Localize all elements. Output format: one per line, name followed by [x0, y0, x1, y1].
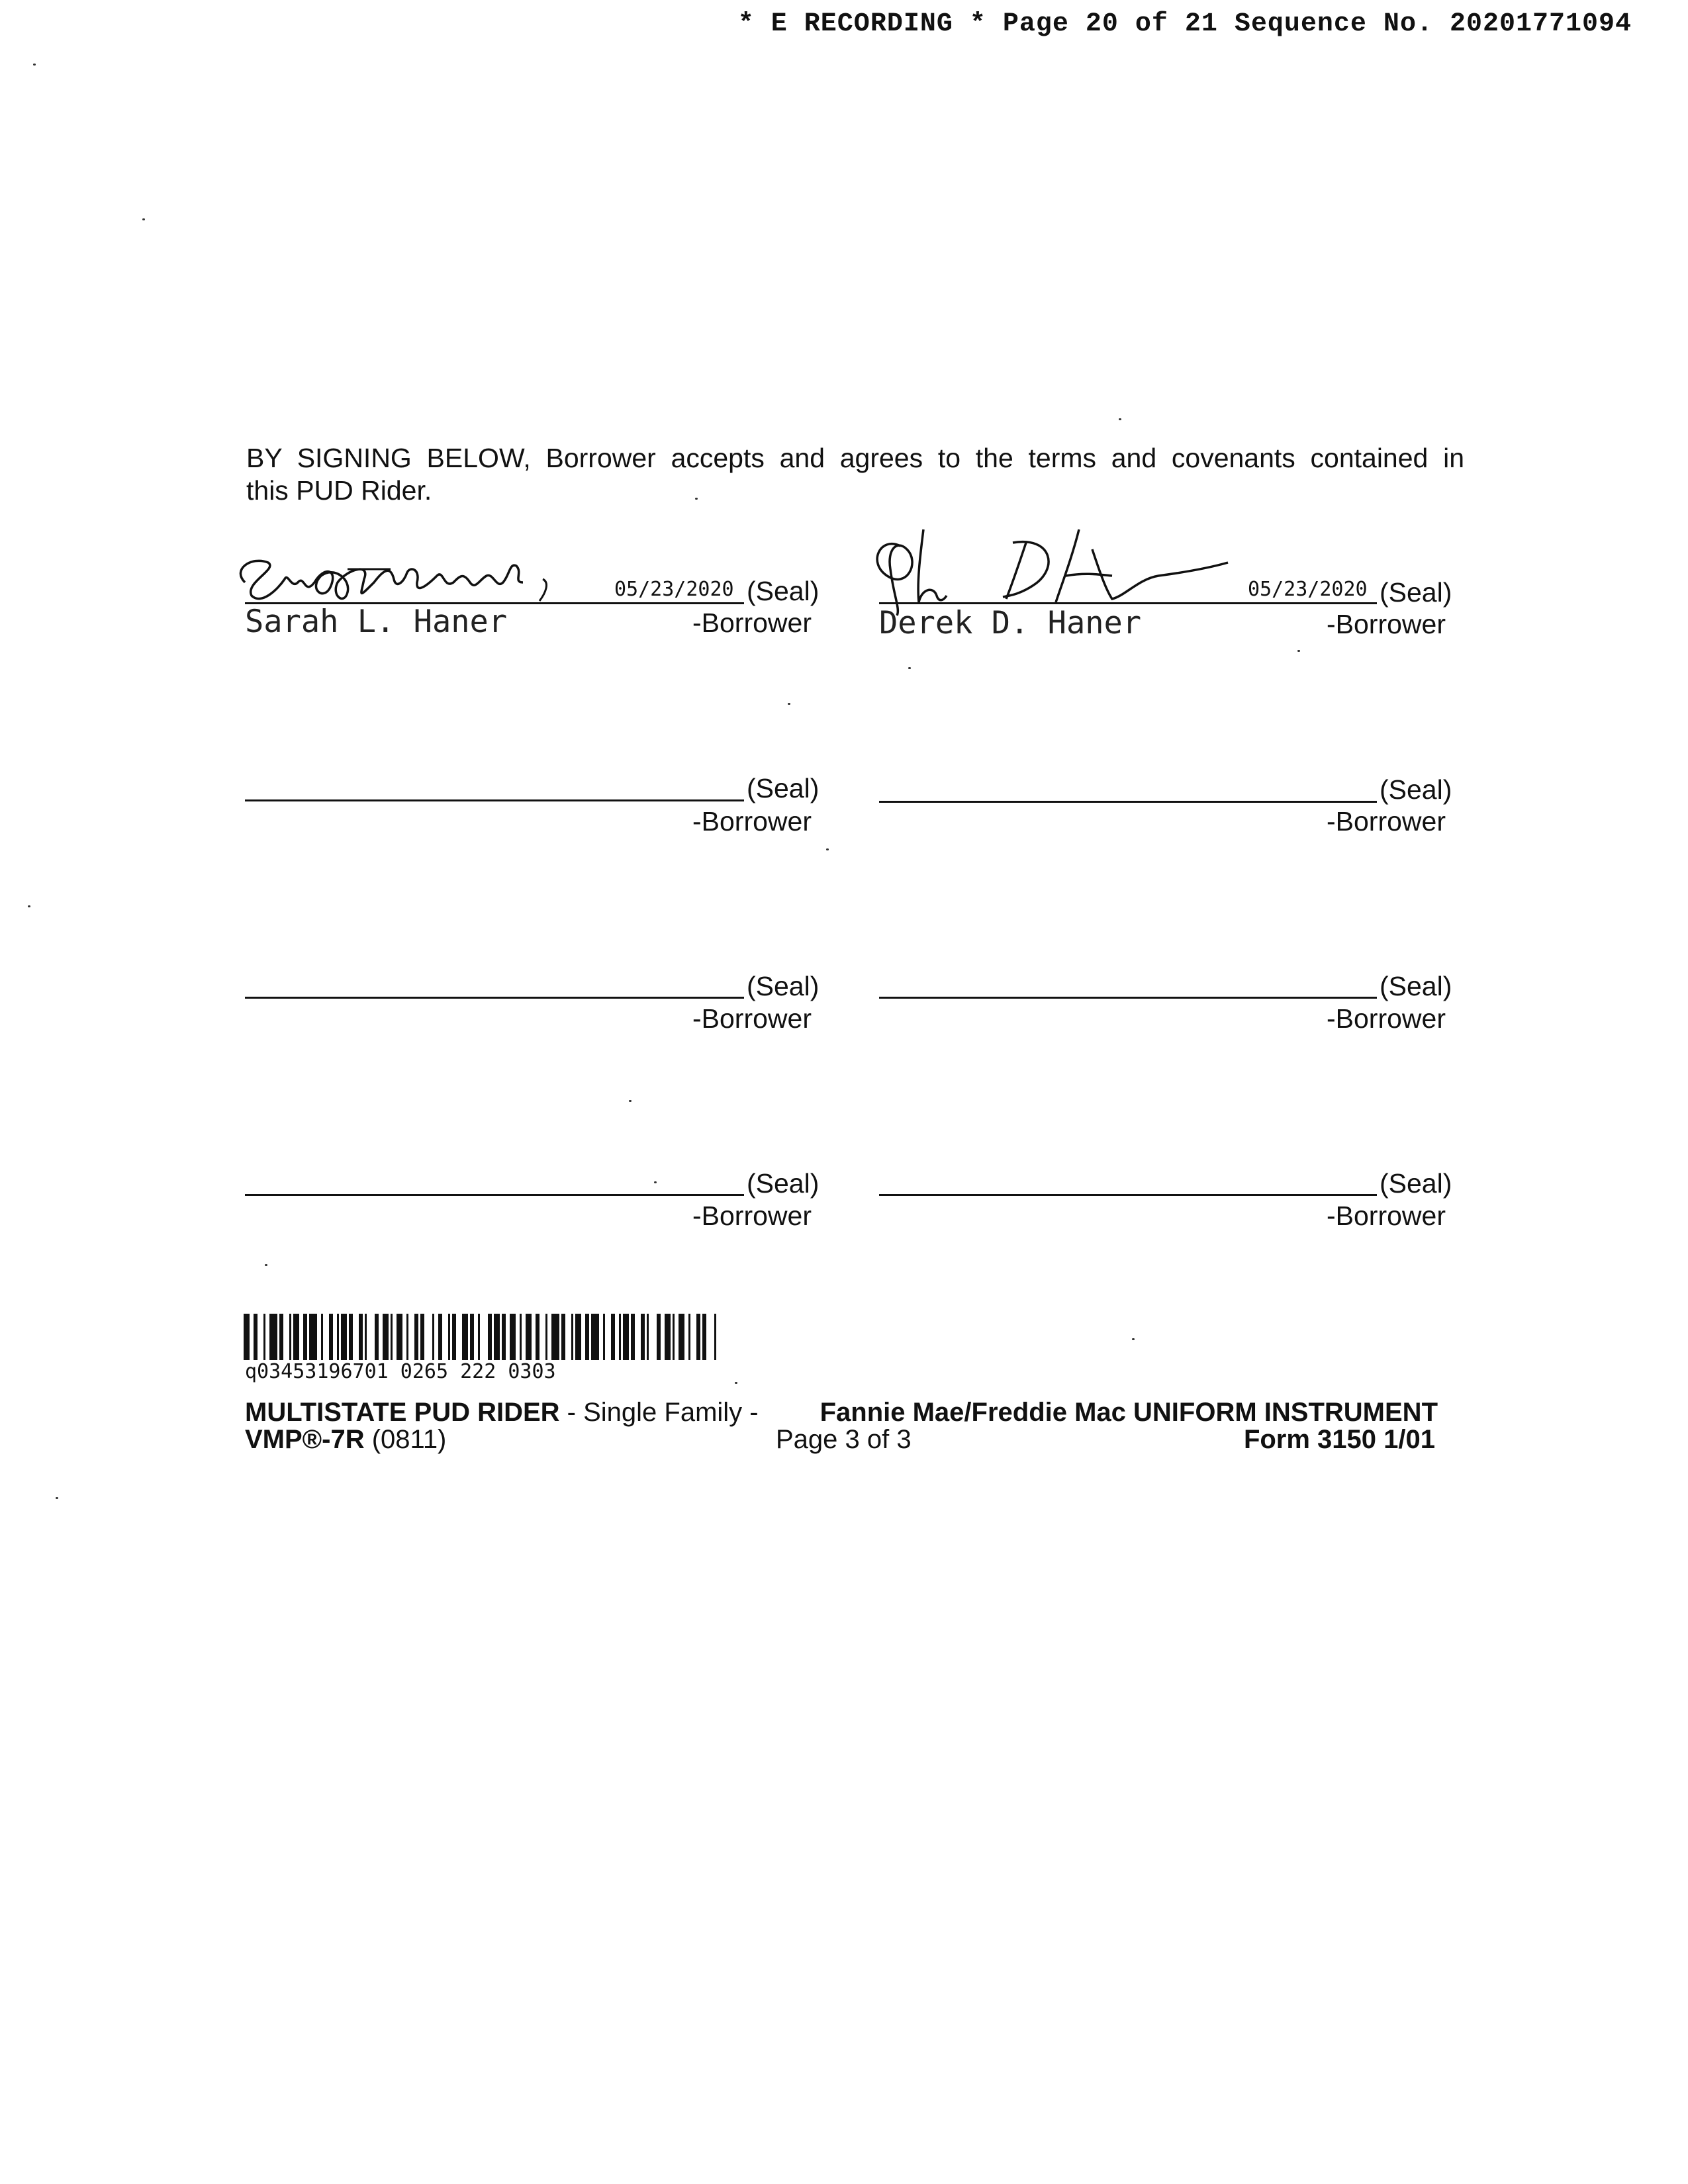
scan-speck — [56, 1497, 58, 1499]
barcode-bar — [269, 1314, 277, 1360]
barcode-bar — [244, 1314, 250, 1360]
borrower-label: -Borrower — [692, 1003, 812, 1034]
barcode-bar — [470, 1314, 474, 1360]
barcode-bar — [383, 1314, 389, 1360]
barcode-bar — [293, 1314, 299, 1360]
barcode-bar — [551, 1314, 559, 1360]
seal-label: (Seal) — [747, 576, 820, 606]
barcode-bar — [462, 1314, 468, 1360]
borrower-label: -Borrower — [1327, 806, 1446, 837]
barcode-bar — [452, 1314, 456, 1360]
scan-speck — [33, 64, 36, 66]
barcode-bar — [478, 1314, 480, 1360]
scan-speck — [629, 1100, 632, 1102]
seal-label: (Seal) — [1380, 577, 1452, 608]
vmp-code-rest: (0811) — [364, 1425, 447, 1454]
barcode-bar — [432, 1314, 434, 1360]
seal-label: (Seal) — [1380, 1168, 1452, 1199]
barcode-bar — [536, 1314, 539, 1360]
barcode-bar — [641, 1314, 645, 1360]
scan-speck — [735, 1382, 737, 1384]
signature-line — [245, 997, 744, 999]
barcode-bar — [585, 1314, 589, 1360]
vmp-code-bold: VMP®-7R — [245, 1425, 365, 1454]
scan-speck — [695, 498, 698, 500]
barcode-bar — [679, 1314, 684, 1360]
scan-speck — [28, 905, 30, 907]
form-footer-title — [245, 1398, 1438, 1428]
barcode-bar — [673, 1314, 675, 1360]
barcode-bar — [337, 1314, 339, 1360]
barcode-bar — [714, 1314, 716, 1360]
scan-speck — [1132, 1338, 1135, 1340]
seal-label: (Seal) — [747, 773, 820, 803]
barcode-bar — [375, 1314, 379, 1360]
barcode-bar — [391, 1314, 393, 1360]
barcode-bar — [263, 1314, 265, 1360]
barcode-bar — [571, 1314, 573, 1360]
rider-subtitle: - Single Family - — [559, 1398, 759, 1427]
seal-label: (Seal) — [747, 971, 820, 1001]
barcode-bar — [397, 1314, 402, 1360]
barcode-bar — [603, 1314, 605, 1360]
scan-speck — [142, 218, 145, 220]
barcode-bar — [591, 1314, 599, 1360]
uniform-instrument-label: Fannie Mae/Freddie Mac UNIFORM INSTRUMENT — [820, 1398, 1438, 1427]
barcode-bar — [406, 1314, 408, 1360]
borrower-label: -Borrower — [1327, 1201, 1446, 1231]
barcode-bar — [702, 1314, 706, 1360]
barcode-bar — [341, 1314, 347, 1360]
barcode-bar — [502, 1314, 506, 1360]
barcode-bar — [448, 1314, 450, 1360]
barcode-graphic — [244, 1314, 720, 1360]
barcode-bar — [526, 1314, 532, 1360]
barcode-bar — [349, 1314, 353, 1360]
signature-line — [879, 801, 1377, 803]
scan-speck — [1119, 418, 1121, 420]
footer-title-left — [245, 1398, 759, 1428]
barcode-bar — [321, 1314, 323, 1360]
barcode-bar — [520, 1314, 522, 1360]
barcode-bar — [631, 1314, 635, 1360]
signature-line — [879, 1194, 1377, 1196]
barcode-bar — [575, 1314, 581, 1360]
scan-speck — [908, 667, 911, 669]
barcode-bar — [254, 1314, 258, 1360]
page-number: Page 3 of 3 — [776, 1425, 912, 1454]
barcode-bar — [696, 1314, 700, 1360]
rider-title: MULTISTATE PUD RIDER — [245, 1398, 560, 1427]
vmp-code — [245, 1425, 446, 1455]
signer-name: Derek D. Haner — [879, 605, 1142, 641]
seal-label: (Seal) — [1380, 774, 1452, 805]
seal-label: (Seal) — [747, 1168, 820, 1199]
intro-line-2: this PUD Rider. — [246, 475, 432, 506]
barcode-bar — [623, 1314, 629, 1360]
form-number: Form 3150 1/01 — [1243, 1425, 1435, 1454]
borrower-label: -Borrower — [692, 1201, 812, 1231]
barcode-bar — [510, 1314, 516, 1360]
barcode-bar — [494, 1314, 500, 1360]
barcode-bar — [561, 1314, 565, 1360]
barcode-number: q03453196701 0265 222 0303 — [245, 1360, 556, 1383]
barcode-bar — [414, 1314, 418, 1360]
barcode-bar — [359, 1314, 363, 1360]
signature-line — [879, 997, 1377, 999]
scan-speck — [788, 703, 790, 705]
barcode-bar — [657, 1314, 661, 1360]
barcode-bar — [303, 1314, 307, 1360]
barcode-bar — [365, 1314, 367, 1360]
barcode-bar — [438, 1314, 442, 1360]
scan-speck — [654, 1181, 657, 1183]
borrower-label: -Borrower — [1327, 609, 1446, 639]
scan-speck — [1297, 650, 1300, 652]
barcode-bar — [289, 1314, 291, 1360]
barcode-bar — [545, 1314, 547, 1360]
barcode-bar — [647, 1314, 649, 1360]
seal-label: (Seal) — [1380, 971, 1452, 1001]
barcode-bar — [619, 1314, 621, 1360]
barcode-bar — [329, 1314, 333, 1360]
signature-line — [879, 602, 1377, 604]
intro-paragraph — [246, 442, 1464, 507]
recording-header: * E RECORDING * Page 20 of 21 Sequence No. 20201771094 — [737, 9, 1632, 39]
scan-speck — [265, 1264, 267, 1266]
barcode-bar — [279, 1314, 283, 1360]
barcode-bar — [665, 1314, 671, 1360]
barcode-bar — [611, 1314, 615, 1360]
signature-date: 05/23/2020 — [1248, 578, 1368, 601]
borrower-label: -Borrower — [1327, 1003, 1446, 1034]
barcode-bar — [309, 1314, 317, 1360]
signature-date: 05/23/2020 — [614, 578, 734, 601]
borrower-label: -Borrower — [692, 608, 812, 638]
signature-line — [245, 799, 744, 801]
barcode-bar — [420, 1314, 424, 1360]
scan-speck — [826, 848, 829, 850]
barcode-bar — [488, 1314, 492, 1360]
borrower-label: -Borrower — [692, 806, 812, 837]
signer-name: Sarah L. Haner — [245, 604, 508, 640]
barcode-bar — [688, 1314, 690, 1360]
intro-line-1: BY SIGNING BELOW, Borrower accepts and agrees to the terms and covenants contained in — [246, 443, 1464, 473]
signature-line — [245, 1194, 744, 1196]
